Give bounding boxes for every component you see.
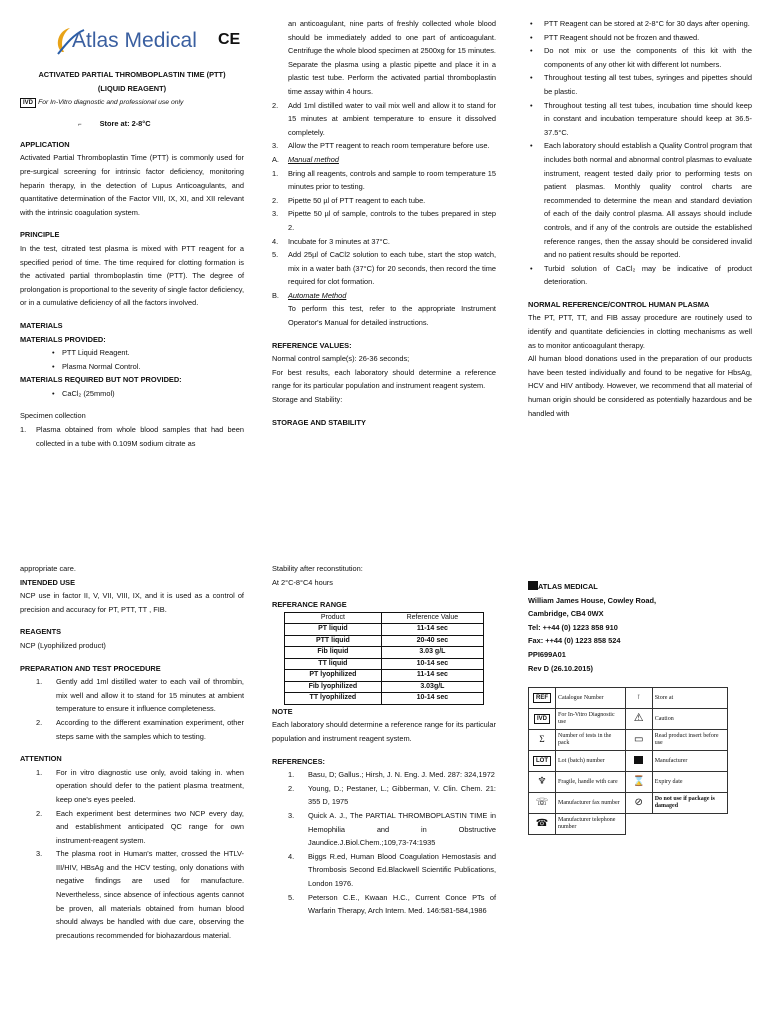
address-line: Fax: ++44 (0) 1223 858 524 xyxy=(528,636,621,646)
ivd-text: For In-Vitro diagnostic and professional use only xyxy=(38,99,184,107)
reference-item: 3. Quick A. J., The PARTIAL THROMBOPLASTIN TIME in Hemophilia and in Obstructive Jaundice.J.Biol.Chem.;109,73-74:1935 xyxy=(288,810,496,848)
telephone-icon: ☎ xyxy=(535,817,549,829)
attention-item: 3. The plasma root in Human's matter, crossed the HTLV-III/HIV, HBsAg and the HCV testing, only donations with negative findings are used for manufacture. Nevertheless, since absence of infectious agents cannot be proven, all materials obtained from human blood should always be handled with due care, observing the precautions recommended for biohazardous material. xyxy=(36,849,244,940)
table-row: Σ Number of tests in the pack ▭ Read product insert before use xyxy=(529,730,728,751)
table-row: IVD For In-Vitro Diagnostic use ⚠ Caution xyxy=(529,709,728,730)
materials-required-list xyxy=(20,387,244,401)
stability-line-2: At 2°C-8°C4 hours xyxy=(272,577,333,587)
thermometer-icon: ⌐ xyxy=(78,121,82,128)
reagents-text: NCP (Lyophilized product) xyxy=(20,640,106,650)
list-item: • Each laboratory should establish a Quality Control program that includes both normal and abnormal control plasmas to evaluate instrument, reagent tested daily prior to performing tests on patient plasmas. Monthly quality control charts are recommended to determine the mean and standard deviation of each of the daily control plasma. All assays should include controls, and if any of the controls are outside the established reference ranges, then the assay should be considered invalid and no patient results should be reported. xyxy=(528,139,752,261)
column-1-lower xyxy=(20,562,244,942)
document-title: ACTIVATED PARTIAL THROMBOPLASTIN TIME (PTT) xyxy=(38,70,226,79)
table-row: PT lyophilized 11-14 sec xyxy=(285,670,484,682)
damaged-package-icon: ⊘ xyxy=(634,796,643,808)
manual-step: 4. Incubate for 3 minutes at 37°C. xyxy=(272,236,390,246)
fax-icon: ☏ xyxy=(535,796,549,808)
storage-heading: STORAGE AND STABILITY xyxy=(272,417,366,427)
list-item: • PTT Reagent can be stored at 2-8°C for 30 days after opening. xyxy=(528,17,752,31)
specimen-continued: an anticoagulant, nine parts of freshly collected whole blood should be immediately added to one part of anticoagulant. Centrifuge the whole blood specimen at 2500xg for 15 minutes. Separate the plasma using a plastic pipette and place it in a plastic test tube. Perform the activated partial thromboplastin time assay within 4 hours. xyxy=(288,19,496,96)
reference-range-table xyxy=(284,612,484,705)
specimen-item-3: 3. Allow the PTT reagent to reach room temperature before use. xyxy=(272,141,490,151)
store-text: Store at: 2-8°C xyxy=(99,118,151,128)
address-line: Rev D (26.10.2015) xyxy=(528,663,593,673)
hourglass-icon: ⌛ xyxy=(632,775,645,787)
column-3 xyxy=(528,17,752,420)
note-heading: NOTE xyxy=(272,706,293,716)
list-item: • Throughout testing all test tubes, syringes and pipettes should be plastic. xyxy=(528,71,752,98)
document-subtitle: (LIQUID REAGENT) xyxy=(97,83,167,93)
reference-item: 1. Basu, D; Gallus.; Hirsh, J. N. Eng. J. Med. 287: 324,1972 xyxy=(288,770,495,780)
attention-item: 2. Each experiment best determines two NCP every day, and establishment anticipated QC range for own instrument-reagent system. xyxy=(36,808,244,845)
storage-list xyxy=(528,17,752,289)
ivd-line xyxy=(20,95,244,110)
reagents-heading: REAGENTS xyxy=(20,627,62,637)
normal-heading: NORMAL REFERENCE/CONTROL HUMAN PLASMA xyxy=(528,299,710,309)
specimen-heading: Specimen collection xyxy=(20,411,86,421)
manufacturer-line: ATLAS MEDICAL xyxy=(528,580,752,594)
prep-step: 2. According to the different examination experiment, other steps same with the samples which to testing. xyxy=(36,717,244,741)
manual-step: 3. Pipette 50 µl of sample, controls to the tubes prepared in step 2. xyxy=(272,209,496,232)
table-row: Fib lyophilized 3.03g/L xyxy=(285,681,484,693)
lot-icon: LOT xyxy=(533,756,551,766)
brand-name: Atlas Medical xyxy=(72,29,197,52)
ref-icon: REF xyxy=(533,693,551,703)
fragile-icon: ♆ xyxy=(537,775,547,787)
intended-use-text: NCP use in factor II, V, VII, VIII, IX, and it is used as a control of precision and accuracy for PT, PTT, TT , FIB. xyxy=(20,591,244,614)
column-1 xyxy=(20,24,244,450)
store-line xyxy=(20,110,244,138)
storage-line: Storage and Stability: xyxy=(272,395,343,405)
address-line: William James House, Cowley Road, xyxy=(528,595,657,605)
manual-step: 2. Pipette 50 µl of PTT reagent to each tube. xyxy=(272,195,426,205)
table-row: PTT liquid 20-40 sec xyxy=(285,635,484,647)
table-row: TT lyophilized 10-14 sec xyxy=(285,693,484,705)
table-row: ☏ Manufacturer fax number ⊘ Do not use if package is damaged xyxy=(529,793,728,814)
factory-icon xyxy=(528,581,538,590)
ce-mark: CE xyxy=(218,31,241,48)
references-heading: REFERENCES: xyxy=(272,756,325,766)
prep-heading: PREPARATION AND TEST PROCEDURE xyxy=(20,663,161,673)
manual-step: 5. Add 25µl of CaCl2 solution to each tube, start the stop watch, mix in a water bath (37°C) for 20 seconds, then record the time required for clot formation. xyxy=(272,250,496,287)
automate-text: To perform this test, refer to the appropriate Instrument Operator's Manual for detailed instructions. xyxy=(288,304,496,328)
table-row: REF Catalogue Number ⊺ Store at xyxy=(529,688,728,709)
reference-values-heading: REFERENCE VALUES: xyxy=(272,340,352,350)
application-text: Activated Partial Thromboplastin Time (PTT) is commonly used for pre-surgical screening for intrinsic factor deficiency, monitoring heparin therapy, in the detection of Lupus Anticoagulants, and quantitative determination of the Factor VIII, IX, XI, and XII relevant with the intrinsic coagulation system. xyxy=(20,153,244,217)
address-line: Tel: ++44 (0) 1223 858 910 xyxy=(528,622,618,632)
column-2-lower xyxy=(272,562,496,918)
address-line: PPI699A01 xyxy=(528,649,566,659)
ivd-icon: IVD xyxy=(534,714,550,724)
normal-text-1: The PT, PTT, TT, and FIB assay procedure are routinely used to identify and quantitate deficiencies in clotting mechanisms as well as to monitor anticoagulant therapy. xyxy=(528,313,752,350)
brand-header xyxy=(20,24,244,60)
table-row: PT liquid 11-14 sec xyxy=(285,624,484,636)
principle-text: In the test, citrated test plasma is mixed with PTT reagent for a specified period of time. The time required for clotting formation is the activated partial thromboplastin time (PTT). The degree of prolongation is proportional to the severity of single factor deficiency, or in a cumulative deficiency of all the factors involved. xyxy=(20,243,244,308)
materials-heading: MATERIALS xyxy=(20,320,63,330)
materials-provided-heading: MATERIALS PROVIDED: xyxy=(20,334,106,344)
range-heading: REFERANCE RANGE xyxy=(272,600,347,610)
automate-method-title: B. Automate Method xyxy=(272,290,347,300)
materials-provided-list xyxy=(20,346,244,373)
note-text: Each laboratory should determine a reference range for its particular population and instrument reagent system. xyxy=(272,720,496,743)
symbols-table xyxy=(528,687,728,835)
thermometer-icon: ⊺ xyxy=(637,694,641,701)
reference-values-line: Normal control sample(s): 26-36 seconds; xyxy=(272,354,410,364)
table-row: LOT Lot (batch) number Manufacturer xyxy=(529,751,728,772)
reference-values-text: For best results, each laboratory should determine a reference range for its particular population and instrument reagent system. xyxy=(272,367,496,391)
address-line: Cambridge, CB4 0WX xyxy=(528,609,604,619)
reference-item: 4. Biggs R.ed, Human Blood Coagulation Hemostasis and Thrombosis Second Ed.Blackwell Scientific Publications, London 1976. xyxy=(288,851,496,888)
caution-icon: ⚠ xyxy=(633,711,644,724)
list-item: • Do not mix or use the components of this kit with the components of any other kit with different lot numbers. xyxy=(528,44,752,71)
list-item: • PTT Reagent should not be frozen and thawed. xyxy=(528,31,752,45)
table-row: ♆ Fragile, handle with care ⌛ Expiry date xyxy=(529,772,728,793)
specimen-item-1: 1. Plasma obtained from whole blood samples that had been collected in a tube with 0.109M sodium citrate as xyxy=(20,425,244,448)
factory-icon xyxy=(634,756,643,764)
book-icon: ▭ xyxy=(633,733,644,745)
manual-step: 1. Bring all reagents, controls and sample to room temperature 15 minutes prior to testing. xyxy=(272,168,496,192)
table-row: Fib liquid 3.03 g/L xyxy=(285,647,484,659)
column-2 xyxy=(272,17,496,429)
attention-heading: ATTENTION xyxy=(20,754,62,764)
stability-line-1: Stability after reconstitution: xyxy=(272,564,363,573)
normal-text-2: All human blood donations used in the preparation of our products have been tested individually and found to be negative for HbsAg, HCV and HIV antibody. However, we recommend that all material of human origin should be considered as potentially hazardous and be handled with xyxy=(528,354,752,418)
column-3-lower xyxy=(528,580,752,835)
intended-use-heading: INTENDED USE xyxy=(20,577,76,587)
table-row: TT liquid 10-14 sec xyxy=(285,658,484,670)
list-item: • Plasma Normal Control. xyxy=(20,360,244,374)
principle-heading: PRINCIPLE xyxy=(20,230,60,240)
specimen-item-2: 2. Add 1ml distilled water to vail mix well and allow it to stand for 15 minutes at ambient temperature to ensure it dissolved completely. xyxy=(272,100,496,137)
materials-required-heading: MATERIALS REQUIRED BUT NOT PROVIDED: xyxy=(20,375,182,385)
table-header-row: Product Reference Value xyxy=(285,612,484,624)
application-heading: APPLICATION xyxy=(20,139,70,149)
ivd-badge: IVD xyxy=(20,98,36,108)
list-item: • Throughout testing all test tubes, incubation time should keep in constant and incubation temperature should keep at 36.5-37.5°C. xyxy=(528,99,752,140)
attention-item: 1. For in vitro diagnostic use only, avoid taking in. when operation should defer to the patient plasma treatment, keep one's eyes peeled. xyxy=(36,767,244,804)
list-item: • CaCl₂ (25mmol) xyxy=(20,387,244,401)
list-item: • PTT Liquid Reagent. xyxy=(20,346,244,360)
tests-icon: Σ xyxy=(539,733,545,744)
prep-step: 1. Gently add 1ml distilled water to each vail of thrombin, mix well and allow it to stand for 15 minutes at ambient temperature to ensure it influence completeness. xyxy=(36,677,244,714)
continued-text: appropriate care. xyxy=(20,564,76,573)
list-item: • Turbid solution of CaCl₂ may be indicative of product deterioration. xyxy=(528,262,752,289)
table-row: ☎ Manufacturer telephone number xyxy=(529,814,728,835)
reference-item: 5. Peterson C.E., Kwaan H.C., Current Conce PTs of Warfarin Therapy, Arch Intern. Med. 146:581-584,1986 xyxy=(288,892,496,916)
reference-item: 2. Young, D.; Pestaner, L.; Gibberman, V. Clin. Chem. 21: 355 D, 1975 xyxy=(288,783,496,807)
manual-method-title: A. Manual method xyxy=(272,154,339,164)
